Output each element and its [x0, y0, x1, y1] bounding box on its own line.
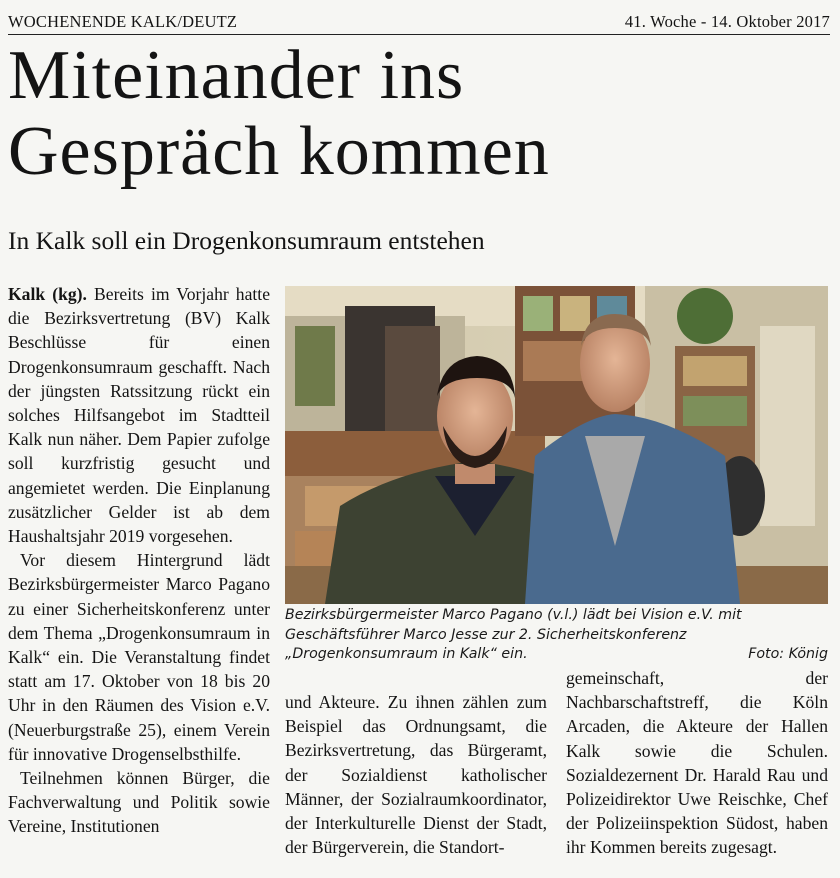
dateline: Kalk (kg).: [8, 284, 87, 304]
article-subheadline: In Kalk soll ein Drogenkonsumraum entstehen: [8, 226, 485, 255]
issue-date: 41. Woche - 14. Oktober 2017: [624, 12, 830, 31]
photo-credit: Foto: König: [748, 646, 828, 662]
column-2-text: und Akteure. Zu ihnen zählen zum Beispiel das Ordnungsamt, die Bezirksvertretung, das Bürgeramt, der Sozialdienst katholischer Männer, der Sozialraumkoordinator, der Interkulturelle Dienst der Stadt, der Bürgerverein, die Standort-: [285, 692, 547, 858]
headline-line-1: Miteinander ins: [8, 37, 465, 114]
photo-caption: [285, 606, 828, 665]
article-column-3: [566, 666, 828, 860]
page-header: [8, 4, 830, 35]
column-3-text: gemeinschaft, der Nachbarschaftstreff, die Köln Arcaden, die Akteure der Hallen Kalk sowie die Schulen. Sozialdezernent Dr. Harald Rau und Polizeidirektor Uwe Reischke, Chef der Polizeiinspektion Südost, haben ihr Kommen bereits zugesagt.: [566, 668, 828, 858]
article-headline: [8, 38, 828, 190]
caption-text: Bezirksbürgermeister Marco Pagano (v.l.) lädt bei Vision e.V. mit Geschäftsführer Marco Jesse zur 2. Sicherheitskonferenz „Drogenkonsumraum in Kalk“ ein.: [285, 607, 742, 662]
article-column-2: [285, 690, 547, 859]
paragraph-1: [8, 282, 270, 548]
photo-illustration: [285, 286, 828, 604]
article-column-1: [8, 282, 270, 839]
paragraph-2: Vor diesem Hintergrund lädt Bezirksbürgermeister Marco Pagano zu einer Sicherheitskonferenz unter dem Thema „Drogenkonsumraum in Kalk“ ein. Die Veranstaltung findet statt am 17. Oktober von 18 bis 20 Uhr in den Räumen des Vision e.V. (Neuerburgstraße 25), einem Verein für innovative Drogenselbsthilfe.: [8, 550, 270, 764]
paragraph-1-text: Bereits im Vorjahr hatte die Bezirksvertretung (BV) Kalk Beschlüsse für einen Drogenkonsumraum geschafft. Nach der jüngsten Ratssitzung rückt ein solches Hilfsangebot im Stadtteil Kalk nun näher. Dem Papier zufolge soll kurzfristig gesucht und angemietet werden. Die Einplanung zusätzlicher Gelder ist ab dem Haushaltsjahr 2019 vorgesehen.: [8, 284, 270, 547]
paragraph-3: Teilnehmen können Bürger, die Fachverwaltung und Politik sowie Vereine, Institutionen: [8, 768, 270, 837]
headline-line-2: Gespräch kommen: [8, 113, 550, 190]
article-photo: [285, 286, 828, 604]
section-label: WOCHENENDE KALK/DEUTZ: [8, 12, 238, 31]
